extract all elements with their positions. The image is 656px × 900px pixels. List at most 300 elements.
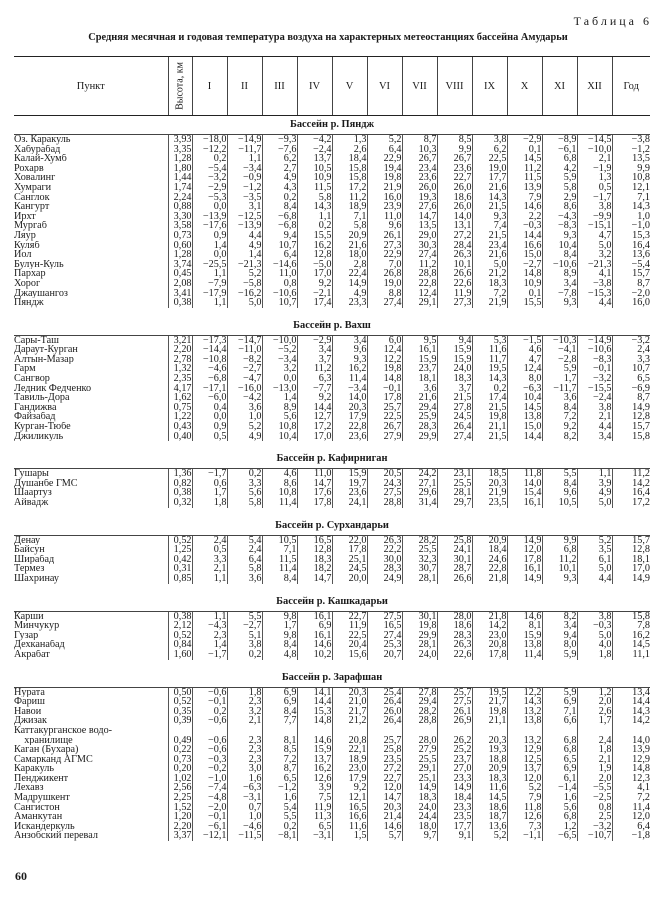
monthly-temperature-cell: 6,1 [542,774,577,784]
monthly-temperature-cell: 14,6 [297,736,332,746]
basin-heading: Бассейн р. Кашкадарьи [14,593,650,612]
monthly-temperature-cell: −12,5 [227,212,262,222]
monthly-temperature-cell: −13,0 [262,384,297,394]
monthly-temperature-cell: −7,4 [192,783,227,793]
table-row [14,822,650,832]
monthly-temperature-cell: 14,7 [297,574,332,584]
monthly-temperature-cell: 1,3 [577,173,612,183]
monthly-temperature-cell: 17,9 [332,412,367,422]
monthly-temperature-cell: 13,7 [297,154,332,164]
annual-temperature-cell: 4,1 [612,783,650,793]
monthly-temperature-cell: 24,2 [402,469,437,479]
monthly-temperature-cell: 29,0 [402,231,437,241]
header-month: I [192,57,227,116]
annual-temperature-cell: 14,8 [612,764,650,774]
annual-temperature-cell: −2,0 [612,289,650,299]
monthly-temperature-cell: 11,4 [507,650,542,660]
monthly-temperature-cell: 1,1 [297,212,332,222]
monthly-temperature-cell: 22,7 [437,173,472,183]
monthly-temperature-cell: 6,4 [367,145,402,155]
monthly-temperature-cell: −1,7 [192,650,227,660]
altitude-cell: 3,93 [168,135,192,145]
monthly-temperature-cell [332,726,367,736]
monthly-temperature-cell: −17,3 [192,335,227,345]
monthly-temperature-cell: 22,7 [367,774,402,784]
station-name: Джиликуль [14,431,64,442]
monthly-temperature-cell: 14,2 [472,621,507,631]
monthly-temperature-cell: 3,1 [227,202,262,212]
monthly-temperature-cell: −9,3 [262,135,297,145]
monthly-temperature-cell: 8,7 [262,764,297,774]
monthly-temperature-cell: 14,4 [297,403,332,413]
monthly-temperature-cell: 22,0 [332,535,367,545]
altitude-cell: 0,42 [168,555,192,565]
monthly-temperature-cell: −7,9 [192,279,227,289]
monthly-temperature-cell: −0,9 [227,173,262,183]
monthly-temperature-cell: 2,3 [227,697,262,707]
monthly-temperature-cell: −3,2 [577,374,612,384]
table-row [14,631,650,641]
altitude-cell: 1,28 [168,250,192,260]
monthly-temperature-cell: 18,3 [437,374,472,384]
monthly-temperature-cell: −2,8 [542,355,577,365]
monthly-temperature-cell: −2,7 [227,364,262,374]
monthly-temperature-cell: 17,2 [332,183,367,193]
monthly-temperature-cell: 8,4 [542,250,577,260]
monthly-temperature-cell: 3,8 [577,403,612,413]
table-row [14,488,650,498]
monthly-temperature-cell: 3,9 [577,479,612,489]
monthly-temperature-cell: −6,0 [192,393,227,403]
table-row [14,403,650,413]
monthly-temperature-cell: 1,4 [192,241,227,251]
monthly-temperature-cell: −10,6 [262,289,297,299]
altitude-cell: 2,25 [168,793,192,803]
monthly-temperature-cell: 24,0 [402,803,437,813]
altitude-cell: 3,41 [168,289,192,299]
annual-temperature-cell: 14,5 [612,640,650,650]
monthly-temperature-cell: 5,6 [262,412,297,422]
monthly-temperature-cell: −4,2 [297,135,332,145]
table-row [14,640,650,650]
altitude-cell: 0,45 [168,269,192,279]
monthly-temperature-cell: 24,0 [402,650,437,660]
station-name: Фариш [14,697,45,707]
monthly-temperature-cell: 1,4 [227,250,262,260]
monthly-temperature-cell: −1,4 [542,783,577,793]
annual-temperature-cell: 16,0 [612,298,650,308]
monthly-temperature-cell: 5,5 [262,812,297,822]
monthly-temperature-cell: 19,8 [367,364,402,374]
station-name: Сангвор [14,374,50,384]
monthly-temperature-cell: 5,5 [542,469,577,479]
monthly-temperature-cell: 17,0 [297,432,332,442]
monthly-temperature-cell: 14,4 [297,697,332,707]
monthly-temperature-cell: 2,8 [332,260,367,270]
table-row [14,564,650,574]
annual-temperature-cell: 14,3 [612,202,650,212]
annual-temperature-cell: 2,4 [612,345,650,355]
monthly-temperature-cell: 12,6 [297,774,332,784]
monthly-temperature-cell: −3,8 [577,279,612,289]
monthly-temperature-cell: 16,6 [507,241,542,251]
annual-temperature-cell: 3,3 [612,355,650,365]
monthly-temperature-cell: 20,9 [332,231,367,241]
section-spacer [14,660,650,669]
monthly-temperature-cell: 21,4 [367,812,402,822]
station-name: Алтын-Мазар [14,354,74,365]
monthly-temperature-cell: 9,3 [332,355,367,365]
monthly-temperature-cell: 14,9 [332,279,367,289]
monthly-temperature-cell: −9,9 [577,212,612,222]
monthly-temperature-cell: 18,8 [472,755,507,765]
monthly-temperature-cell: 25,5 [402,545,437,555]
monthly-temperature-cell: 22,5 [367,412,402,422]
monthly-temperature-cell: 6,8 [542,545,577,555]
station-name: Сары-Таш [14,335,59,346]
monthly-temperature-cell: 0,2 [262,193,297,203]
monthly-temperature-cell: 24,3 [367,479,402,489]
monthly-temperature-cell: 22,9 [367,154,402,164]
altitude-cell: 0,52 [168,697,192,707]
monthly-temperature-cell: 21,7 [472,697,507,707]
monthly-temperature-cell: 14,9 [507,574,542,584]
basin-heading-row [14,116,650,135]
monthly-temperature-cell: 8,7 [402,135,437,145]
monthly-temperature-cell: 7,5 [297,793,332,803]
monthly-temperature-cell: 19,8 [472,412,507,422]
monthly-temperature-cell: 19,8 [367,173,402,183]
monthly-temperature-cell: 8,8 [367,289,402,299]
monthly-temperature-cell: 4,1 [577,269,612,279]
altitude-cell: 3,58 [168,221,192,231]
monthly-temperature-cell: 23,5 [472,498,507,508]
altitude-cell: 1,52 [168,803,192,813]
monthly-temperature-cell: 20,3 [472,479,507,489]
station-name: Каракуль [14,764,54,774]
monthly-temperature-cell: 3,6 [227,403,262,413]
monthly-temperature-cell: 4,4 [577,422,612,432]
monthly-temperature-cell: 23,5 [437,812,472,822]
monthly-temperature-cell: 22,5 [332,631,367,641]
altitude-cell: 1,28 [168,154,192,164]
monthly-temperature-cell: −1,1 [507,831,542,841]
monthly-temperature-cell: −17,9 [192,289,227,299]
monthly-temperature-cell: 1,8 [192,498,227,508]
monthly-temperature-cell: 13,8 [507,640,542,650]
monthly-temperature-cell: 0,0 [192,202,227,212]
monthly-temperature-cell: 11,8 [507,803,542,813]
monthly-temperature-cell: 1,7 [262,621,297,631]
monthly-temperature-cell: 7,1 [262,545,297,555]
monthly-temperature-cell: 2,3 [227,755,262,765]
monthly-temperature-cell: 22,8 [472,564,507,574]
monthly-temperature-cell: 20,4 [332,640,367,650]
monthly-temperature-cell: 16,5 [297,535,332,545]
monthly-temperature-cell: 17,7 [437,822,472,832]
monthly-temperature-cell: −3,4 [262,355,297,365]
monthly-temperature-cell: 7,1 [542,707,577,717]
altitude-cell: 3,37 [168,831,192,841]
monthly-temperature-cell: 16,2 [297,241,332,251]
monthly-temperature-cell: 15,5 [507,298,542,308]
monthly-temperature-cell: 6,8 [542,154,577,164]
table-row [14,422,650,432]
monthly-temperature-cell: 30,0 [367,555,402,565]
monthly-temperature-cell: 21,7 [332,707,367,717]
monthly-temperature-cell: 2,0 [577,697,612,707]
monthly-temperature-cell: 14,6 [507,611,542,621]
monthly-temperature-cell: 7,2 [542,412,577,422]
monthly-temperature-cell: 19,5 [472,687,507,697]
monthly-temperature-cell: 7,9 [507,193,542,203]
monthly-temperature-cell: 4,9 [577,488,612,498]
monthly-temperature-cell: 3,7 [297,355,332,365]
monthly-temperature-cell: 26,9 [437,716,472,726]
monthly-temperature-cell: −10,0 [262,335,297,345]
monthly-temperature-cell: 26,7 [367,422,402,432]
monthly-temperature-cell: 10,8 [262,422,297,432]
monthly-temperature-cell: 2,5 [577,812,612,822]
annual-temperature-cell: 12,8 [612,545,650,555]
monthly-temperature-cell: 20,9 [472,764,507,774]
annual-temperature-cell: 7,2 [612,793,650,803]
monthly-temperature-cell: 6,8 [542,812,577,822]
monthly-temperature-cell [192,726,227,736]
monthly-temperature-cell: 14,5 [507,403,542,413]
monthly-temperature-cell: 13,5 [402,221,437,231]
monthly-temperature-cell: 10,5 [297,164,332,174]
monthly-temperature-cell: 24,9 [367,574,402,584]
station-name: Минчукур [14,621,60,631]
annual-temperature-cell: 18,1 [612,555,650,565]
monthly-temperature-cell: −4,6 [192,364,227,374]
annual-temperature-cell: 8,7 [612,279,650,289]
annual-temperature-cell: 15,7 [612,535,650,545]
monthly-temperature-cell: −3,4 [332,384,367,394]
monthly-temperature-cell: 1,8 [577,745,612,755]
basin-heading: Бассейн р. Пяндж [14,116,650,135]
altitude-cell: 0,60 [168,241,192,251]
monthly-temperature-cell: 26,4 [367,697,402,707]
monthly-temperature-cell: 27,6 [402,202,437,212]
monthly-temperature-cell: 9,4 [542,631,577,641]
monthly-temperature-cell: −4,1 [542,345,577,355]
monthly-temperature-cell [262,726,297,736]
section-spacer [14,308,650,317]
monthly-temperature-cell: 21,6 [472,250,507,260]
monthly-temperature-cell: 25,8 [367,745,402,755]
monthly-temperature-cell: −6,3 [227,783,262,793]
monthly-temperature-cell: 25,8 [437,535,472,545]
monthly-temperature-cell: 10,4 [542,241,577,251]
monthly-temperature-cell: 22,4 [332,269,367,279]
monthly-temperature-cell: 20,3 [332,403,367,413]
monthly-temperature-cell: 4,8 [262,650,297,660]
monthly-temperature-cell: 29,7 [437,498,472,508]
station-name: Ледник Федченко [14,383,92,394]
monthly-temperature-cell: 5,0 [577,631,612,641]
monthly-temperature-cell: 21,8 [472,574,507,584]
monthly-temperature-cell: 11,0 [367,212,402,222]
monthly-temperature-cell: 26,6 [437,574,472,584]
monthly-temperature-cell: −4,7 [227,374,262,384]
monthly-temperature-cell: 4,2 [542,164,577,174]
altitude-cell: 1,74 [168,183,192,193]
monthly-temperature-cell: 10,4 [262,432,297,442]
monthly-temperature-cell: 13,2 [507,736,542,746]
monthly-temperature-cell: 32,3 [402,555,437,565]
station-name: Пяндж [14,298,44,308]
monthly-temperature-cell: 12,0 [507,545,542,555]
monthly-temperature-cell: 11,9 [297,803,332,813]
annual-temperature-cell: −3,8 [612,135,650,145]
monthly-temperature-cell: 28,0 [437,611,472,621]
monthly-temperature-cell: 0,2 [297,221,332,231]
annual-temperature-cell: 15,8 [612,432,650,442]
table-row [14,687,650,697]
monthly-temperature-cell: 10,9 [507,279,542,289]
monthly-temperature-cell: 23,1 [437,469,472,479]
monthly-temperature-cell: 19,3 [402,193,437,203]
monthly-temperature-cell: 30,7 [402,564,437,574]
station-name: Ляур [14,230,36,241]
monthly-temperature-cell: 7,1 [332,212,367,222]
annual-temperature-cell: 15,8 [612,611,650,621]
table-row [14,697,650,707]
monthly-temperature-cell: 29,6 [402,488,437,498]
section-spacer [14,508,650,517]
monthly-temperature-cell: 19,4 [367,164,402,174]
monthly-temperature-cell: −10,8 [192,355,227,365]
header-altitude: Высота, км [168,57,192,116]
monthly-temperature-cell: 10,3 [402,145,437,155]
monthly-temperature-cell: 6,4 [227,555,262,565]
table-row [14,783,650,793]
monthly-temperature-cell: −10,3 [542,335,577,345]
table-row [14,707,650,717]
monthly-temperature-cell: 1,5 [332,831,367,841]
monthly-temperature-cell: 6,3 [297,374,332,384]
monthly-temperature-cell: 4,0 [577,640,612,650]
annual-temperature-cell: 16,4 [612,488,650,498]
monthly-temperature-cell: 3,7 [437,384,472,394]
table-row [14,736,650,746]
monthly-temperature-cell: 0,8 [262,279,297,289]
monthly-temperature-cell: 5,8 [227,498,262,508]
monthly-temperature-cell: 3,9 [297,783,332,793]
annual-temperature-cell: 6,4 [612,822,650,832]
monthly-temperature-cell: 1,1 [227,154,262,164]
monthly-temperature-cell: 18,0 [402,822,437,832]
station-name: Навои [14,706,42,717]
monthly-temperature-cell: −18,0 [192,135,227,145]
table-row [14,831,650,841]
monthly-temperature-cell: 12,0 [367,783,402,793]
monthly-temperature-cell: 6,9 [297,621,332,631]
annual-temperature-cell: 11,2 [612,469,650,479]
monthly-temperature-cell: 26,0 [402,183,437,193]
monthly-temperature-cell: 11,6 [472,345,507,355]
monthly-temperature-cell: 24,0 [437,364,472,374]
table-row [14,298,650,308]
monthly-temperature-cell: 26,6 [437,269,472,279]
monthly-temperature-cell: 5,9 [542,364,577,374]
monthly-temperature-cell: 26,7 [402,154,437,164]
monthly-temperature-cell: 9,6 [542,488,577,498]
basin-heading: Бассейн р. Сурхандарьи [14,517,650,536]
monthly-temperature-cell: 5,9 [542,173,577,183]
station-name: Кангурт [14,202,50,212]
altitude-cell: 3,35 [168,145,192,155]
monthly-temperature-cell: 11,4 [262,564,297,574]
monthly-temperature-cell: 19,0 [472,164,507,174]
monthly-temperature-cell: 1,3 [332,135,367,145]
monthly-temperature-cell: −1,2 [262,783,297,793]
monthly-temperature-cell: −3,1 [227,793,262,803]
altitude-cell: 1,62 [168,393,192,403]
monthly-temperature-cell: 3,8 [472,135,507,145]
monthly-temperature-cell: 8,1 [262,736,297,746]
annual-temperature-cell: 13,5 [612,154,650,164]
monthly-temperature-cell: −6,1 [192,822,227,832]
altitude-cell: 1,32 [168,364,192,374]
annual-temperature-cell: 17,2 [612,498,650,508]
station-name: Душанбе ГМС [14,478,78,489]
monthly-temperature-cell: −14,9 [227,135,262,145]
monthly-temperature-cell: 8,5 [262,745,297,755]
monthly-temperature-cell: −2,0 [192,803,227,813]
monthly-temperature-cell: 4,7 [577,231,612,241]
monthly-temperature-cell: 3,8 [577,611,612,621]
monthly-temperature-cell: −16,0 [227,384,262,394]
monthly-temperature-cell: 4,9 [332,289,367,299]
monthly-temperature-cell: 1,6 [542,793,577,803]
monthly-temperature-cell: 28,3 [437,631,472,641]
monthly-temperature-cell: 29,9 [402,432,437,442]
monthly-temperature-cell: 11,4 [332,374,367,384]
monthly-temperature-cell: 5,9 [542,687,577,697]
monthly-temperature-cell: −3,2 [577,822,612,832]
monthly-temperature-cell: 15,0 [507,422,542,432]
monthly-temperature-cell: 22,8 [332,422,367,432]
monthly-temperature-cell: 21,5 [472,432,507,442]
monthly-temperature-cell: 9,8 [262,631,297,641]
station-name: Гузар [14,630,39,641]
table-row [14,154,650,164]
header-month: X [507,57,542,116]
monthly-temperature-cell: 18,1 [402,374,437,384]
table-row [14,479,650,489]
altitude-cell: 0,75 [168,403,192,413]
monthly-temperature-cell: −12,1 [192,831,227,841]
monthly-temperature-cell: −1,0 [192,774,227,784]
altitude-cell: 1,22 [168,412,192,422]
page-number: 60 [15,869,27,883]
basin-heading-row [14,593,650,612]
monthly-temperature-cell: 1,2 [542,822,577,832]
altitude-cell: 0,38 [168,298,192,308]
header-month: III [262,57,297,116]
station-name: Аманкутан [14,812,63,822]
monthly-temperature-cell: −2,4 [577,393,612,403]
monthly-temperature-cell: 12,8 [297,545,332,555]
monthly-temperature-cell: 2,6 [577,707,612,717]
monthly-temperature-cell: 9,4 [437,335,472,345]
monthly-temperature-cell: 27,9 [367,432,402,442]
monthly-temperature-cell: 11,0 [297,469,332,479]
monthly-temperature-cell: 14,5 [472,793,507,803]
